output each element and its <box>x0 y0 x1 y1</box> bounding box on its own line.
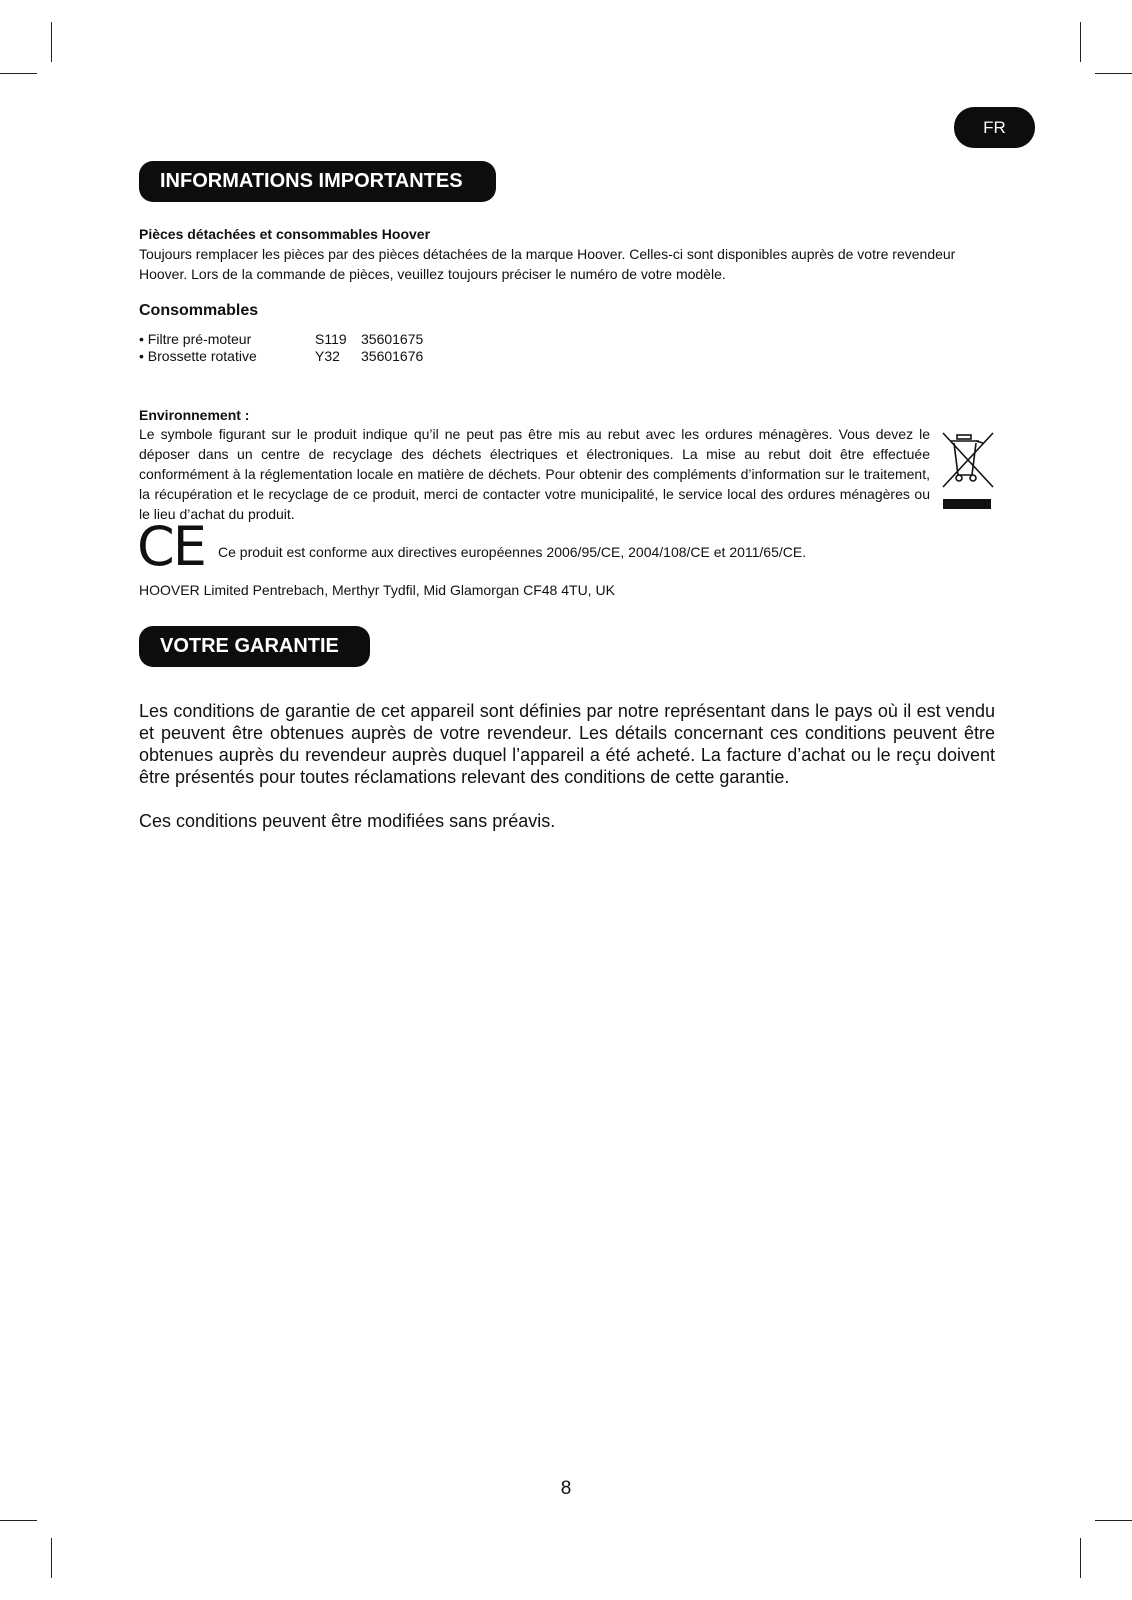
crop-mark <box>1080 22 1081 62</box>
environment-heading: Environnement : <box>139 407 250 423</box>
crop-mark <box>0 73 37 74</box>
parts-block <box>139 224 995 284</box>
crop-mark <box>1095 73 1132 74</box>
crop-mark <box>51 22 52 62</box>
weee-bin-icon <box>939 429 997 514</box>
parts-heading: Pièces détachées et consommables Hoover <box>139 226 431 242</box>
page-number: 8 <box>560 1478 572 1499</box>
company-address: HOOVER Limited Pentrebach, Merthyr Tydfil, Mid Glamorgan CF48 4TU, UK <box>139 582 615 598</box>
consumable-ref: 35601676 <box>361 348 424 364</box>
ce-conformity-text: Ce produit est conforme aux directives européennes 2006/95/CE, 2004/108/CE et 2011/65/CE. <box>218 544 807 560</box>
crop-mark <box>1080 1538 1081 1578</box>
crop-mark <box>51 1538 52 1578</box>
parts-text: Toujours remplacer les pièces par des pièces détachées de la marque Hoover. Celles-ci sont disponibles auprès de votre revendeur Hoover. Lors de la commande de pièces, veuillez toujours préciser le numéro de votre modèle. <box>139 246 956 282</box>
consumable-name: • Filtre pré-moteur <box>139 331 252 347</box>
consumable-ref: 35601675 <box>361 331 424 347</box>
crop-mark <box>0 1520 37 1521</box>
ce-mark-logo: CE <box>137 515 205 578</box>
consumable-name: • Brossette rotative <box>139 348 257 364</box>
warranty-text: Les conditions de garantie de cet appareil sont définies par notre représentant dans le pays où il est vendu et peuvent être obtenues auprès de votre revendeur. Les détails concernant ces conditions peuvent être obtenues auprès du revendeur auprès duquel l’appareil a été acheté. La facture d’achat ou le reçu doivent être présentés pour toutes réclamations relevant des conditions de cette garantie. <box>139 701 995 787</box>
section-title-important: INFORMATIONS IMPORTANTES <box>139 161 496 202</box>
language-badge: FR <box>954 107 1035 148</box>
section-title-warranty: VOTRE GARANTIE <box>139 626 370 667</box>
consumable-code: S119 <box>315 331 347 347</box>
crop-mark <box>1095 1520 1132 1521</box>
warranty-note: Ces conditions peuvent être modifiées sans préavis. <box>139 811 556 831</box>
consumable-code: Y32 <box>315 348 340 364</box>
environment-text: Le symbole figurant sur le produit indique qu’il ne peut pas être mis au rebut avec les ordures ménagères. Vous devez le déposer dans un centre de recyclage des déchets électriques et électroniques. La mise au rebut doit être effectuée conformément à la réglementation locale en matière de déchets. Pour obtenir des compléments d’information sur le traitement, la récupération et le recyclage de ce produit, merci de contacter votre municipalité, le service local des ordures ménagères ou le lieu d’achat du produit. <box>139 426 930 522</box>
consumables-heading: Consommables <box>139 302 259 319</box>
